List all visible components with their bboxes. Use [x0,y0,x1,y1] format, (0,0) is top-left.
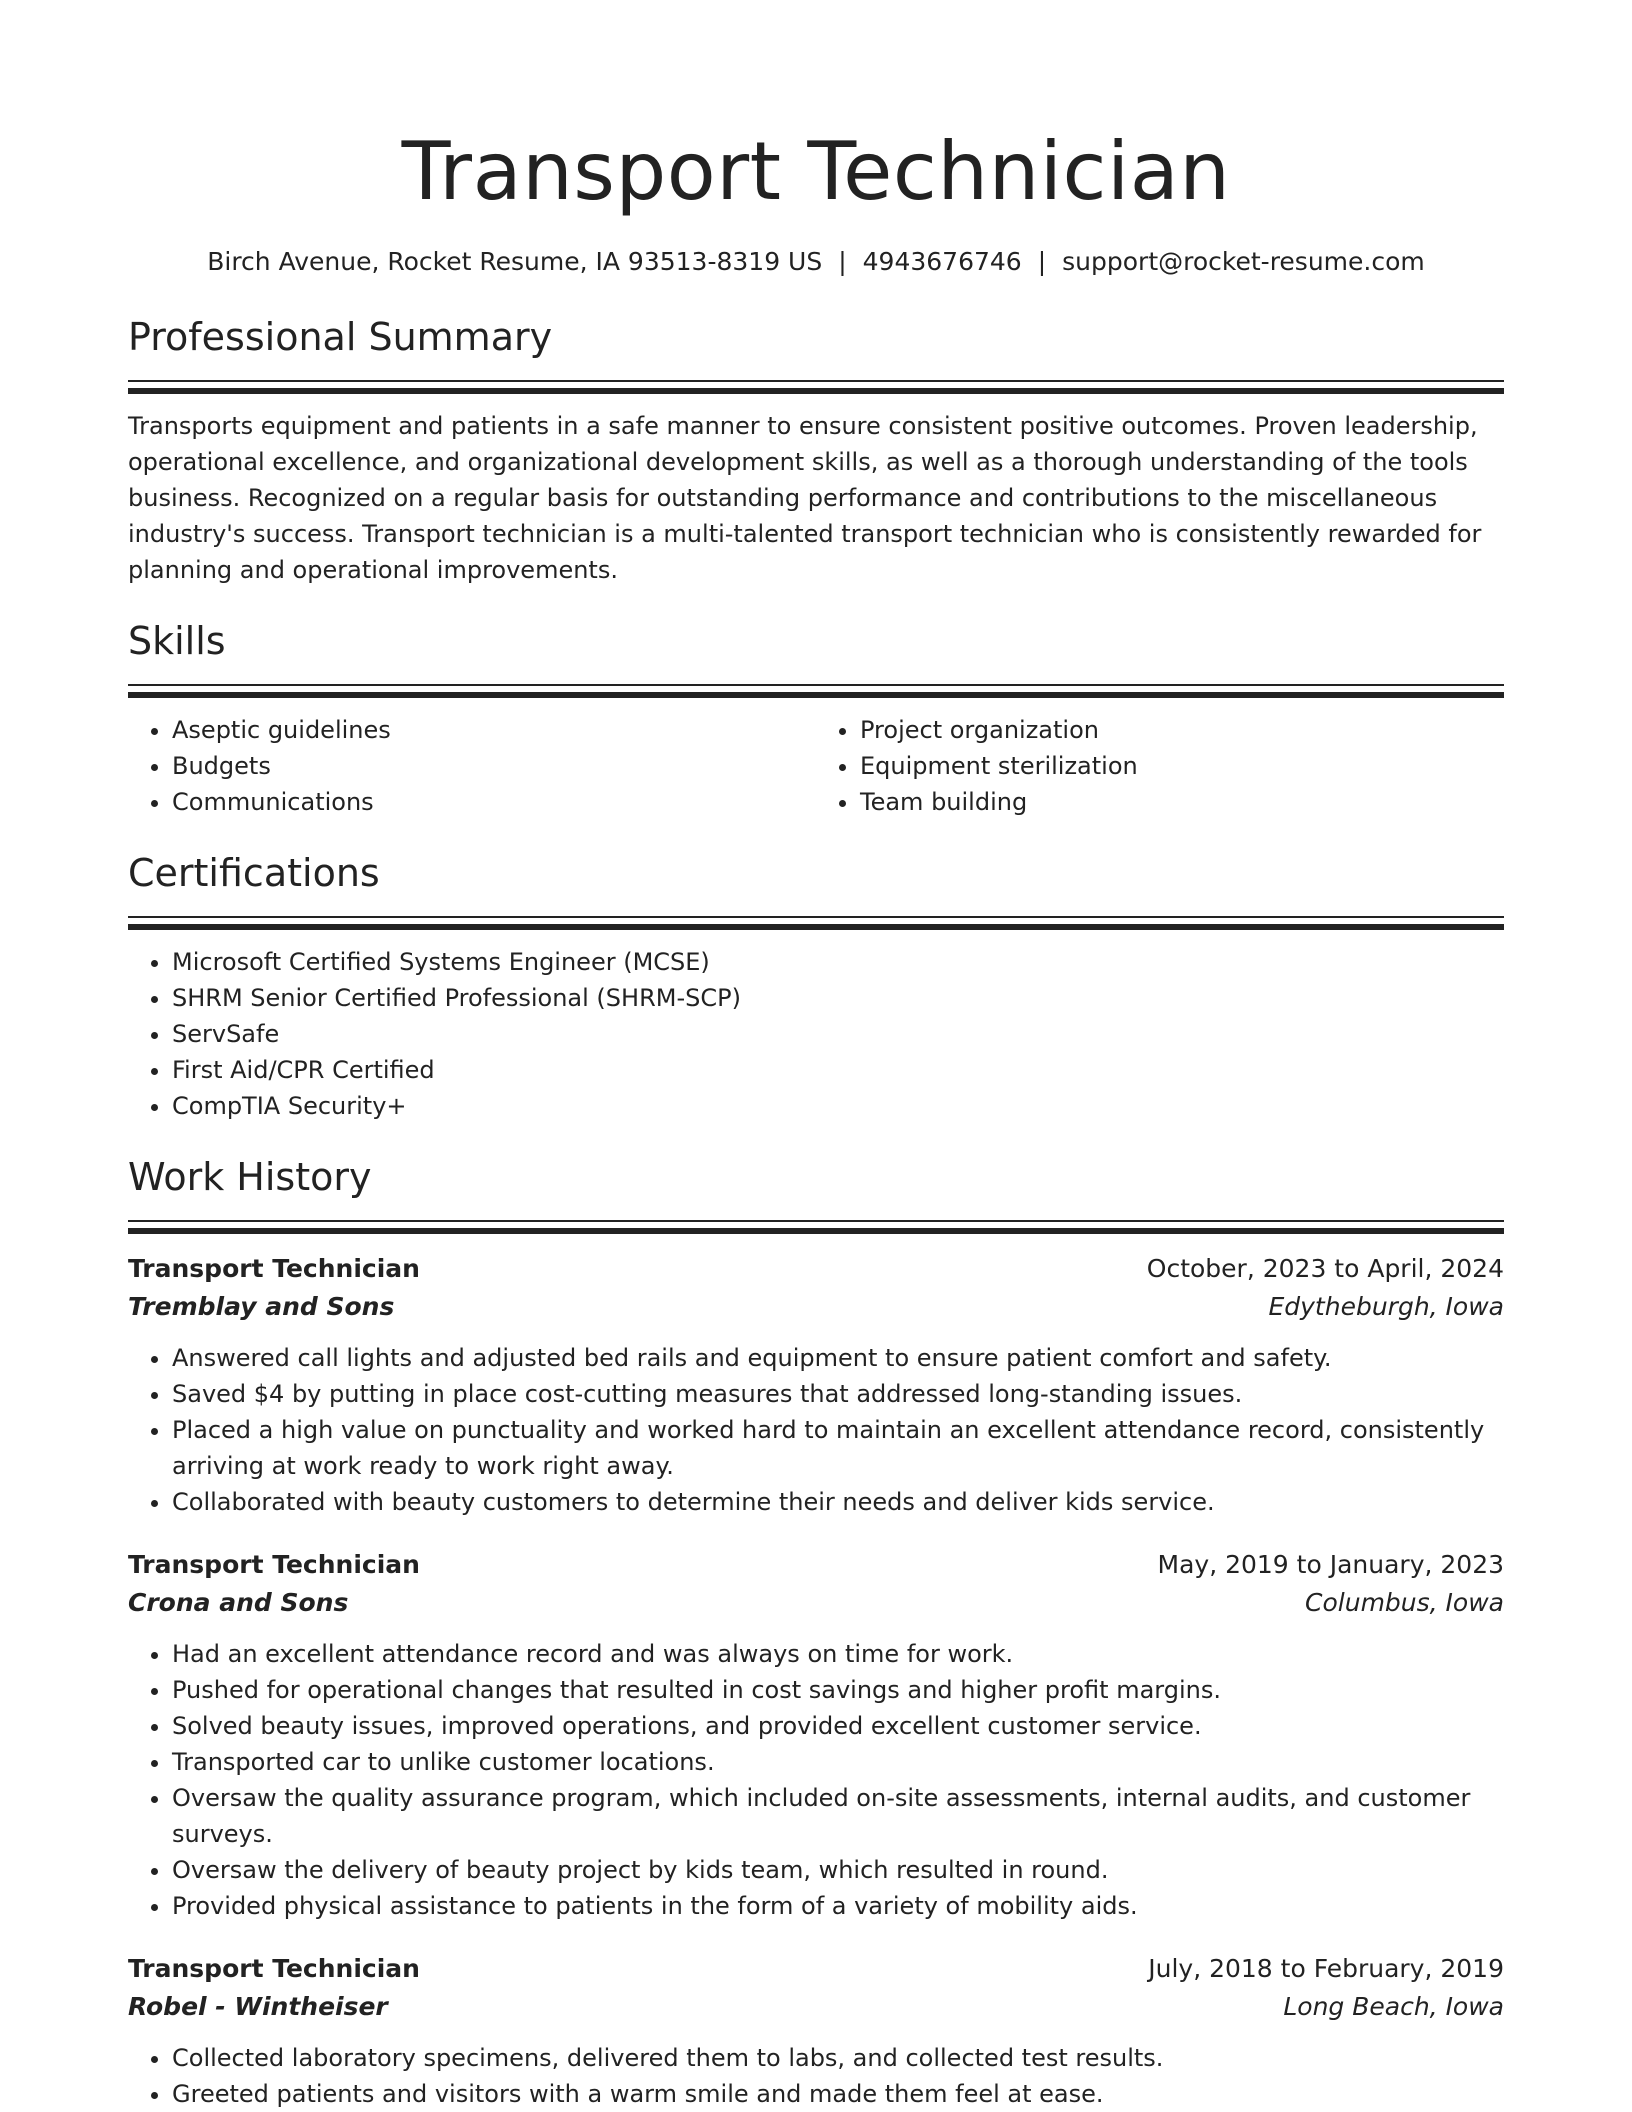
certifications-list [128,944,1504,1124]
section-divider [128,684,1504,698]
job-location: Columbus, Iowa [1305,1588,1504,1617]
contact-separator: | [1037,247,1047,276]
section-divider [128,916,1504,930]
certification-item: • Microsoft Certified Systems Engineer (MCSE) [172,944,1504,980]
job-bullet: • Solved beauty issues, improved operations, and provided excellent customer service. [172,1708,1504,1744]
job-bullet: • Saved $4 by putting in place cost-cutting measures that addressed long-standing issues. [172,1376,1504,1412]
skill-item: • Equipment sterilization [860,748,1504,784]
job-subheader-row [128,1288,1504,1326]
job-dates: July, 2018 to February, 2019 [1148,1954,1504,1983]
resume-content [128,0,1504,2112]
job-title: Transport Technician [128,1954,420,1983]
skills-section [128,616,1504,820]
job-entry [128,1950,1504,2112]
skill-item: • Project organization [860,712,1504,748]
job-bullet: • Oversaw the quality assurance program, which included on-site assessments, internal audits, and customer surveys. [172,1780,1504,1852]
job-entry [128,1250,1504,1520]
skill-item: • Communications [172,784,816,820]
certification-item: • First Aid/CPR Certified [172,1052,1504,1088]
certification-item: • ServSafe [172,1016,1504,1052]
job-company: Tremblay and Sons [128,1292,395,1321]
section-title-work-history: Work History [128,1155,372,1199]
job-dates: October, 2023 to April, 2024 [1146,1254,1504,1283]
job-company: Crona and Sons [128,1588,349,1617]
certification-item: • CompTIA Security+ [172,1088,1504,1124]
skills-grid [128,698,1504,820]
job-bullets [128,1340,1504,1520]
job-header-row [128,1546,1504,1584]
section-title-skills: Skills [128,619,226,663]
section-divider [128,380,1504,394]
contact-separator: | [838,247,847,276]
contact-address: Birch Avenue, Rocket Resume, IA 93513-8319 US [207,247,823,276]
job-entry [128,1546,1504,1924]
job-bullets [128,2040,1504,2112]
skills-list-left [128,712,816,820]
section-title-certifications: Certifications [128,851,380,895]
job-header-row [128,1250,1504,1288]
job-location: Edytheburgh, Iowa [1268,1292,1504,1321]
contact-phone: 4943676746 [862,247,1022,276]
job-bullet: • Had an excellent attendance record and was always on time for work. [172,1636,1504,1672]
job-bullets [128,1636,1504,1924]
skill-item: • Budgets [172,748,816,784]
job-title: Transport Technician [128,1254,420,1283]
job-company: Robel - Wintheiser [128,1992,388,2021]
skill-item: • Team building [860,784,1504,820]
job-title: Transport Technician [128,1550,420,1579]
job-bullet: • Collaborated with beauty customers to determine their needs and deliver kids service. [172,1484,1504,1520]
section-title-summary: Professional Summary [128,315,553,359]
resume-name: Transport Technician [401,125,1231,218]
job-bullet: • Pushed for operational changes that resulted in cost savings and higher profit margins. [172,1672,1504,1708]
summary-section [128,312,1504,588]
job-bullet: • Oversaw the delivery of beauty project by kids team, which resulted in round. [172,1852,1504,1888]
job-bullet: • Provided physical assistance to patients in the form of a variety of mobility aids. [172,1888,1504,1924]
job-bullet: • Transported car to unlike customer locations. [172,1744,1504,1780]
summary-text: Transports equipment and patients in a safe manner to ensure consistent positive outcomes. Proven leadership, operational excellence, and organizational development skills, as well as a thorough understanding of the tools business. Recognized on a regular basis for outstanding performance and contributions to the miscellaneous industry's success. Transport technician is a multi-talented transport technician who is consistently rewarded for planning and operational improvements. [128,412,1482,584]
job-bullet: • Greeted patients and visitors with a warm smile and made them feel at ease. [172,2076,1504,2112]
certifications-section [128,848,1504,1124]
job-header-row [128,1950,1504,1988]
job-location: Long Beach, Iowa [1283,1992,1504,2021]
job-bullet: • Collected laboratory specimens, delivered them to labs, and collected test results. [172,2040,1504,2076]
job-subheader-row [128,1988,1504,2026]
job-dates: May, 2019 to January, 2023 [1157,1550,1504,1579]
certification-item: • SHRM Senior Certified Professional (SHRM-SCP) [172,980,1504,1016]
section-divider [128,1220,1504,1234]
job-bullet: • Answered call lights and adjusted bed rails and equipment to ensure patient comfort and safety. [172,1340,1504,1376]
contact-line [128,244,1504,280]
skills-list-right [816,712,1504,820]
job-subheader-row [128,1584,1504,1622]
job-bullet: • Placed a high value on punctuality and worked hard to maintain an excellent attendance record, consistently arriving at work ready to work right away. [172,1412,1504,1484]
work-history-section [128,1152,1504,2112]
skill-item: • Aseptic guidelines [172,712,816,748]
contact-email[interactable]: support@rocket-resume.com [1062,247,1425,276]
